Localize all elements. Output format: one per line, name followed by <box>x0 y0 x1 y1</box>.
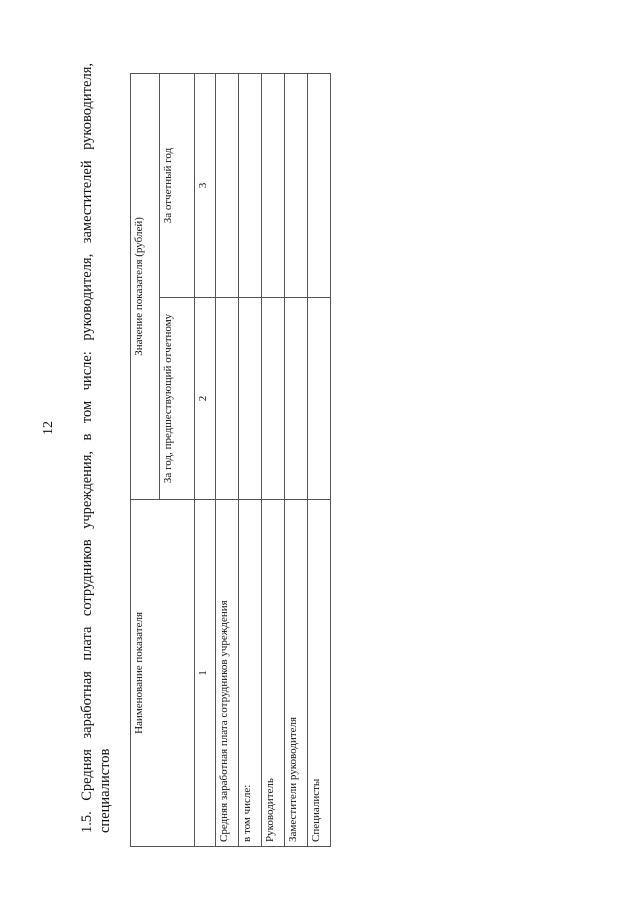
header-indicator-name: Наименование показателя <box>131 499 195 846</box>
col-number-2: 2 <box>195 298 216 500</box>
header-prev-year: За год, предшествующий отчетному <box>160 298 195 500</box>
row-label: Средняя заработная плата сотрудников учреждения <box>216 499 239 846</box>
row-label: Заместители руководителя <box>285 499 308 846</box>
table-row <box>239 74 262 847</box>
row-prev-value <box>239 298 262 500</box>
row-label: Специалисты <box>308 499 331 846</box>
row-prev-value <box>262 298 285 500</box>
table-row <box>216 74 239 847</box>
row-curr-value <box>239 74 262 298</box>
row-prev-value <box>216 298 239 500</box>
header-report-year: За отчетный год <box>160 74 195 298</box>
header-value: Значение показателя (рублей) <box>131 74 160 500</box>
row-label: Руководитель <box>262 499 285 846</box>
row-curr-value <box>262 74 285 298</box>
row-prev-value <box>308 298 331 500</box>
col-number-3: 3 <box>195 74 216 298</box>
section-heading: 1.5. Средняя заработная плата сотрудников учреждения, в том числе: руководителя, заместителей руководителя, специалистов <box>79 63 113 833</box>
row-prev-value <box>285 298 308 500</box>
col-number-1: 1 <box>195 499 216 846</box>
row-curr-value <box>308 74 331 298</box>
row-curr-value <box>216 74 239 298</box>
table-row <box>308 74 331 847</box>
salary-table <box>130 73 331 847</box>
row-curr-value <box>285 74 308 298</box>
page-number: 12 <box>41 421 56 435</box>
row-label: в том числе: <box>239 499 262 846</box>
table-row <box>285 74 308 847</box>
table-row <box>262 74 285 847</box>
